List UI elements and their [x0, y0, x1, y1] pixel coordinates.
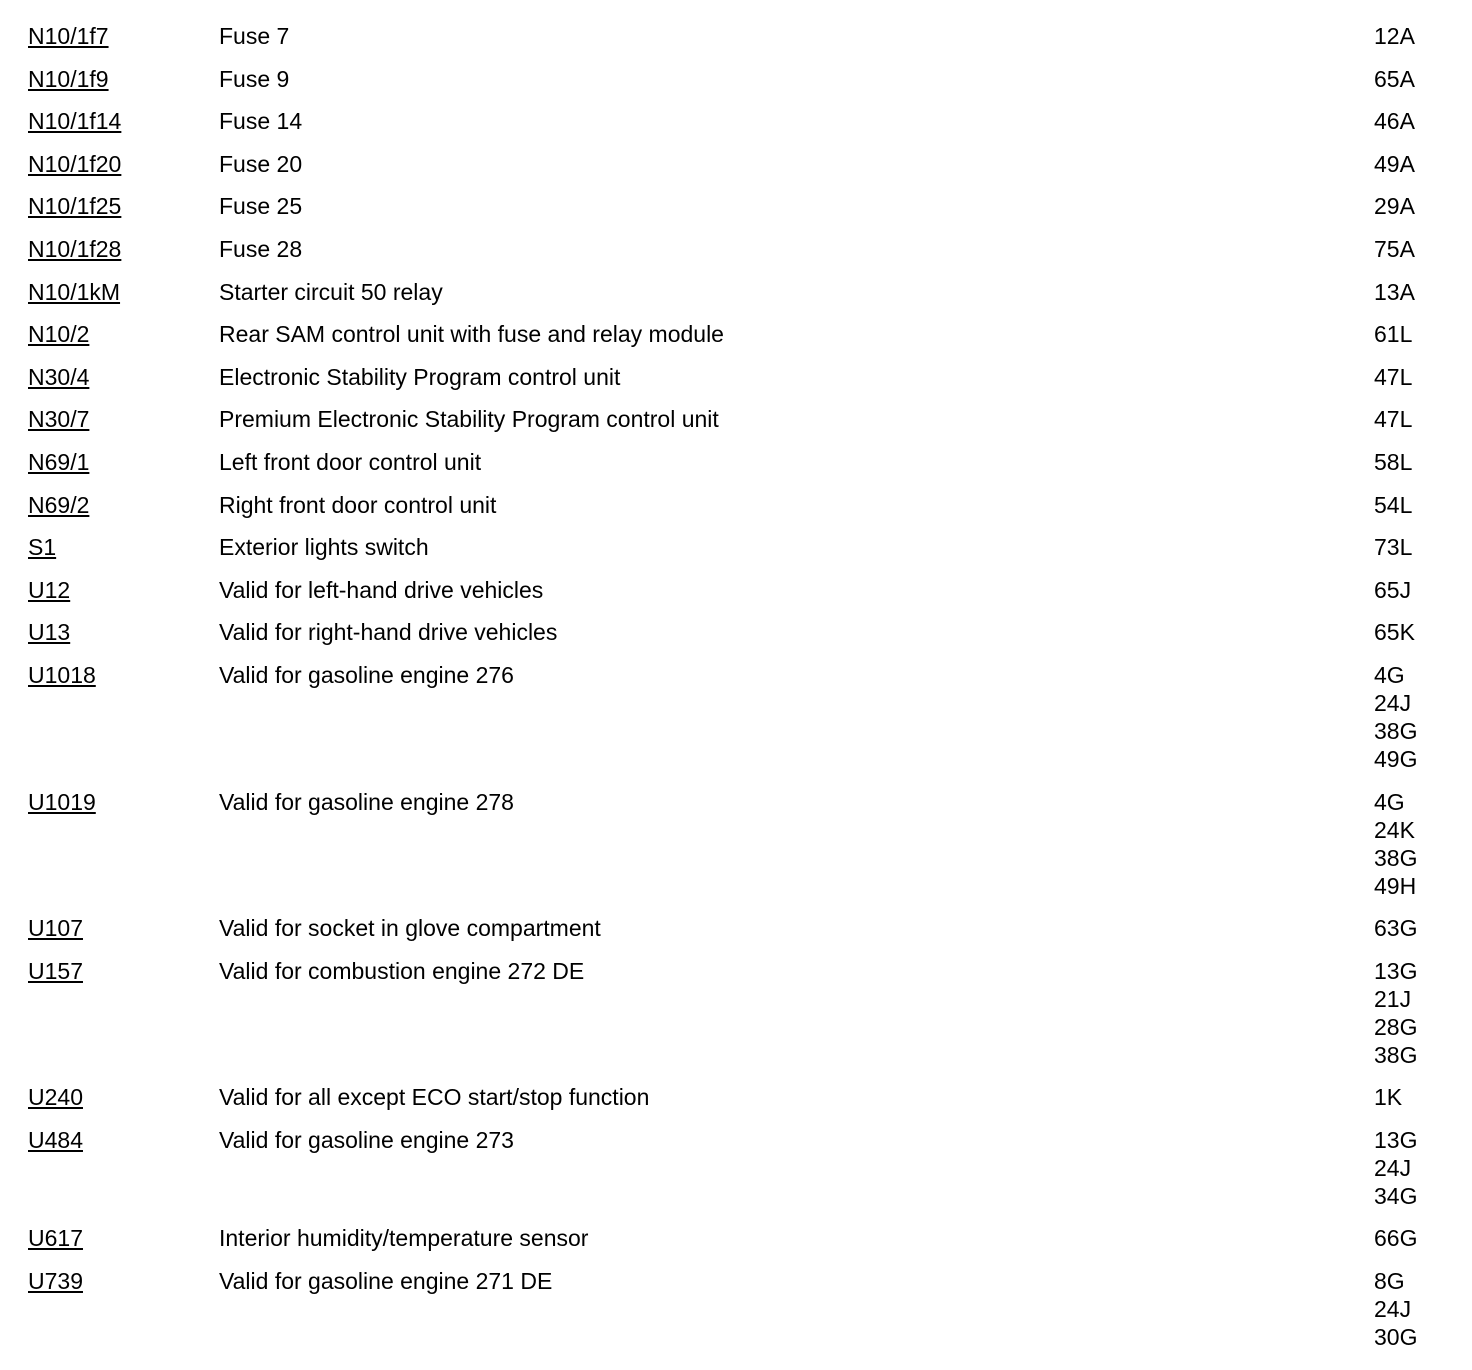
table-row — [28, 235, 1448, 263]
table-row — [28, 22, 1448, 50]
component-description: Starter circuit 50 relay — [219, 278, 443, 305]
table-row — [28, 1126, 1448, 1210]
component-code-link[interactable]: N10/1f7 — [28, 23, 109, 49]
grid-locations — [1374, 235, 1448, 263]
grid-location: 24J — [1374, 1296, 1412, 1323]
component-code-link[interactable]: U739 — [28, 1268, 83, 1295]
component-code-link[interactable]: U1018 — [28, 661, 96, 688]
component-code-link[interactable]: U1019 — [28, 788, 96, 815]
table-row — [28, 661, 1448, 773]
component-description: Valid for gasoline engine 276 — [219, 661, 514, 688]
component-description: Valid for all except ECO start/stop function — [219, 1084, 650, 1111]
grid-locations — [1374, 661, 1448, 773]
grid-locations — [1374, 957, 1448, 1069]
component-code-link[interactable]: N30/7 — [28, 406, 90, 433]
grid-location: 38G — [1374, 717, 1418, 744]
grid-locations — [1374, 107, 1448, 135]
table-row — [28, 914, 1448, 942]
table-row — [28, 788, 1448, 900]
component-code-link[interactable]: U12 — [28, 576, 71, 603]
grid-locations — [1374, 22, 1448, 50]
grid-locations — [1374, 320, 1448, 348]
table-row — [28, 405, 1448, 433]
table-row — [28, 1267, 1448, 1351]
component-code-link[interactable]: U240 — [28, 1084, 83, 1111]
grid-location: 1K — [1374, 1084, 1403, 1111]
component-description: Valid for right-hand drive vehicles — [219, 619, 558, 646]
grid-location: 13G — [1374, 957, 1418, 984]
component-description: Valid for gasoline engine 273 — [219, 1126, 514, 1153]
table-row — [28, 107, 1448, 135]
component-code-link[interactable]: N69/1 — [28, 448, 90, 475]
grid-location: 46A — [1374, 108, 1415, 135]
table-row — [28, 533, 1448, 561]
grid-location: 4G — [1374, 788, 1405, 815]
grid-locations — [1374, 1126, 1448, 1210]
component-code-link[interactable]: N10/1f20 — [28, 150, 122, 177]
grid-location: 61L — [1374, 321, 1413, 348]
grid-location: 24J — [1374, 1154, 1412, 1181]
component-description: Premium Electronic Stability Program control unit — [219, 406, 719, 433]
table-row — [28, 1224, 1448, 1252]
component-code-link[interactable]: N30/4 — [28, 363, 90, 390]
grid-location: 38G — [1374, 1041, 1418, 1068]
component-code-link[interactable]: N10/2 — [28, 321, 90, 348]
table-row — [28, 150, 1448, 178]
component-description: Fuse 28 — [219, 235, 303, 262]
grid-location: 24J — [1374, 689, 1412, 716]
component-code-link[interactable]: U107 — [28, 915, 83, 942]
grid-location: 24K — [1374, 816, 1415, 843]
grid-locations — [1374, 448, 1448, 476]
component-code-link[interactable]: U484 — [28, 1126, 83, 1153]
grid-location: 47L — [1374, 363, 1413, 390]
grid-location: 12A — [1374, 23, 1415, 49]
component-description: Fuse 14 — [219, 108, 303, 135]
component-code-link[interactable]: S1 — [28, 534, 57, 561]
component-description: Valid for gasoline engine 271 DE — [219, 1268, 553, 1295]
grid-location: 54L — [1374, 491, 1413, 518]
grid-locations — [1374, 618, 1448, 646]
grid-location: 66G — [1374, 1225, 1418, 1252]
grid-locations — [1374, 65, 1448, 93]
table-row — [28, 65, 1448, 93]
component-description: Valid for socket in glove compartment — [219, 915, 601, 942]
table-row — [28, 278, 1448, 306]
grid-location: 58L — [1374, 448, 1413, 475]
grid-locations — [1374, 788, 1448, 900]
grid-location: 30G — [1374, 1324, 1418, 1351]
component-description: Left front door control unit — [219, 448, 482, 475]
component-code-link[interactable]: U157 — [28, 957, 83, 984]
component-code-link[interactable]: N10/1f25 — [28, 193, 122, 220]
component-description: Fuse 20 — [219, 150, 303, 177]
grid-locations — [1374, 576, 1448, 604]
grid-locations — [1374, 1267, 1448, 1351]
grid-location: 47L — [1374, 406, 1413, 433]
component-code-link[interactable]: N69/2 — [28, 491, 90, 518]
component-description: Fuse 9 — [219, 65, 290, 92]
component-description: Interior humidity/temperature sensor — [219, 1225, 589, 1252]
component-code-link[interactable]: U13 — [28, 619, 71, 646]
table-row — [28, 192, 1448, 220]
component-description: Rear SAM control unit with fuse and relay module — [219, 321, 724, 348]
grid-location: 49H — [1374, 872, 1417, 899]
grid-location: 65A — [1374, 65, 1415, 92]
table-row — [28, 448, 1448, 476]
grid-location: 65J — [1374, 576, 1412, 603]
grid-locations — [1374, 491, 1448, 519]
grid-locations — [1374, 278, 1448, 306]
grid-location: 38G — [1374, 844, 1418, 871]
grid-location: 4G — [1374, 661, 1405, 688]
grid-locations — [1374, 363, 1448, 391]
table-row — [28, 618, 1448, 646]
table-row — [28, 320, 1448, 348]
table-row — [28, 491, 1448, 519]
table-row — [28, 1083, 1448, 1111]
grid-location: 21J — [1374, 985, 1412, 1012]
grid-location: 65K — [1374, 619, 1415, 646]
grid-locations — [1374, 1224, 1448, 1252]
grid-location: 75A — [1374, 235, 1415, 262]
component-code-link[interactable]: U617 — [28, 1225, 83, 1252]
grid-location: 34G — [1374, 1182, 1418, 1209]
grid-locations — [1374, 533, 1448, 561]
component-description: Valid for gasoline engine 278 — [219, 788, 514, 815]
grid-location: 29A — [1374, 193, 1415, 220]
grid-locations — [1374, 914, 1448, 942]
table-row — [28, 576, 1448, 604]
component-description: Valid for left-hand drive vehicles — [219, 576, 544, 603]
component-description: Fuse 25 — [219, 193, 303, 220]
component-legend-table — [28, 22, 1448, 1366]
grid-location: 73L — [1374, 534, 1413, 561]
component-code-link[interactable]: N10/1f9 — [28, 65, 109, 92]
component-code-link[interactable]: N10/1f14 — [28, 108, 122, 135]
component-description: Right front door control unit — [219, 491, 497, 518]
grid-location: 13A — [1374, 278, 1415, 305]
grid-location: 49A — [1374, 150, 1415, 177]
component-description: Fuse 7 — [219, 23, 290, 49]
grid-location: 13G — [1374, 1126, 1418, 1153]
grid-location: 63G — [1374, 915, 1418, 942]
grid-location: 8G — [1374, 1268, 1405, 1295]
grid-locations — [1374, 192, 1448, 220]
grid-location: 28G — [1374, 1013, 1418, 1040]
grid-locations — [1374, 150, 1448, 178]
table-row — [28, 957, 1448, 1069]
grid-location: 49G — [1374, 745, 1418, 772]
component-description: Electronic Stability Program control unit — [219, 363, 621, 390]
component-description: Exterior lights switch — [219, 534, 429, 561]
component-description: Valid for combustion engine 272 DE — [219, 957, 585, 984]
grid-locations — [1374, 405, 1448, 433]
table-row — [28, 363, 1448, 391]
component-code-link[interactable]: N10/1f28 — [28, 235, 122, 262]
component-code-link[interactable]: N10/1kM — [28, 278, 121, 305]
grid-locations — [1374, 1083, 1448, 1111]
